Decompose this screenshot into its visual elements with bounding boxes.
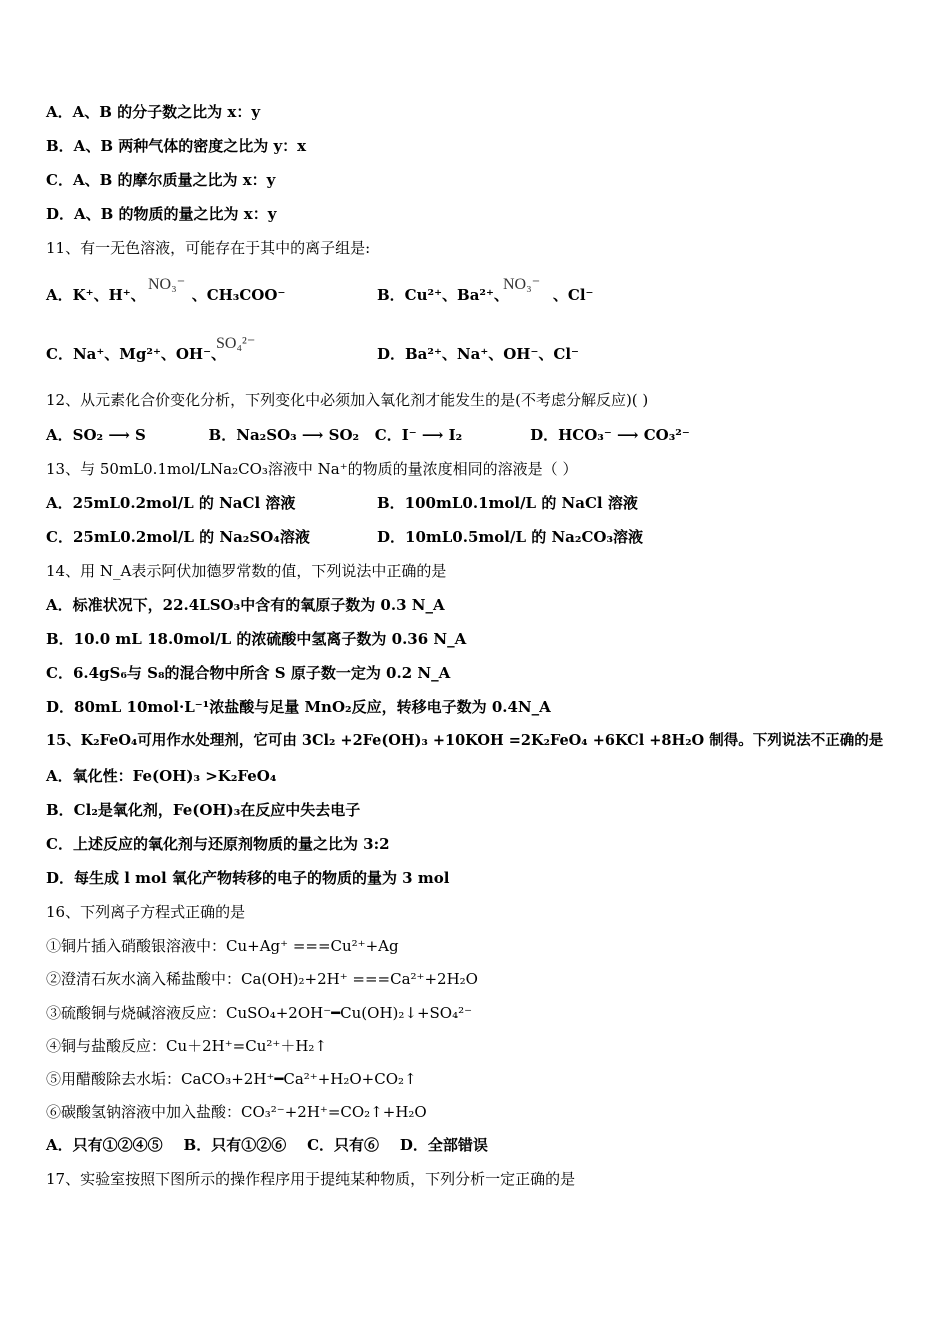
q11-a-text: A．K⁺、H⁺、	[46, 286, 146, 304]
q14-stem: 14、用 N_A表示阿伏加德罗常数的值，下列说法中正确的是	[46, 562, 447, 580]
q11-b-ion: NO₃⁻	[503, 276, 541, 293]
q10-option-b: B．A、B 两种气体的密度之比为 y：x	[46, 137, 307, 155]
q11-b-text: B．Cu²⁺、Ba²⁺、	[377, 286, 509, 304]
q11-b-text2: 、Cl⁻	[552, 286, 594, 304]
q15-option-c: C．上述反应的氧化剂与还原剂物质的量之比为 3:2	[46, 835, 390, 853]
q15-stem: 15、K₂FeO₄可用作水处理剂，它可由 3Cl₂ +2Fe(OH)₃ +10KOH =2K₂FeO₄ +6KCl +8H₂O 制得。下列说法不正确的是	[46, 732, 884, 749]
q13-stem: 13、与 50mL0.1mol/LNa₂CO₃溶液中 Na⁺的物质的量浓度相同的溶液是（ ）	[46, 460, 578, 478]
q11-option-b	[377, 285, 593, 305]
q16-item-6: ⑥碳酸氢钠溶液中加入盐酸：CO₃²⁻+2H⁺=CO₂↑+H₂O	[46, 1103, 427, 1121]
q15-option-b: B．Cl₂是氧化剂，Fe(OH)₃在反应中失去电子	[46, 801, 361, 819]
q16-stem: 16、下列离子方程式正确的是	[46, 903, 246, 921]
q16-item-2: ②澄清石灰水滴入稀盐酸中：Ca(OH)₂+2H⁺ ===Ca²⁺+2H₂O	[46, 970, 478, 988]
q11-a-text2: 、CH₃COO⁻	[191, 286, 286, 304]
q10-option-d: D．A、B 的物质的量之比为 x：y	[46, 205, 277, 223]
q12-stem: 12、从元素化合价变化分析，下列变化中必须加入氧化剂才能发生的是(不考虑分解反应)( )	[46, 391, 649, 409]
q17-stem: 17、实验室按照下图所示的操作程序用于提纯某种物质，下列分析一定正确的是	[46, 1170, 576, 1188]
q13-option-c: C．25mL0.2mol/L 的 Na₂SO₄溶液	[46, 528, 310, 546]
q13-option-a: A．25mL0.2mol/L 的 NaCl 溶液	[46, 494, 296, 512]
q14-option-b: B．10.0 mL 18.0mol/L 的浓硫酸中氢离子数为 0.36 N_A	[46, 630, 467, 648]
q11-option-c: C．Na⁺、Mg²⁺、OH⁻、	[46, 345, 227, 363]
q14-option-d: D．80mL 10mol·L⁻¹浓盐酸与足量 MnO₂反应，转移电子数为 0.4N_A	[46, 698, 551, 716]
q16-item-3: ③硫酸铜与烧碱溶液反应：CuSO₄+2OH⁻━Cu(OH)₂↓+SO₄²⁻	[46, 1004, 473, 1022]
q14-option-a: A．标准状况下，22.4LSO₃中含有的氧原子数为 0.3 N_A	[46, 596, 445, 614]
q10-option-a: A．A、B 的分子数之比为 x：y	[46, 103, 261, 121]
q10-option-c: C．A、B 的摩尔质量之比为 x：y	[46, 171, 276, 189]
q16-item-4: ④铜与盐酸反应：Cu＋2H⁺=Cu²⁺＋H₂↑	[46, 1037, 327, 1055]
q16-item-1: ①铜片插入硝酸银溶液中：Cu+Ag⁺ ===Cu²⁺+Ag	[46, 937, 399, 955]
q12-options: A．SO₂ ⟶ S B．Na₂SO₃ ⟶ SO₂ C．I⁻ ⟶ I₂ D．HCO₃⁻ ⟶ CO₃²⁻	[46, 426, 690, 444]
q14-option-c: C．6.4gS₆与 S₈的混合物中所含 S 原子数一定为 0.2 N_A	[46, 664, 451, 682]
q13-option-b: B．100mL0.1mol/L 的 NaCl 溶液	[377, 494, 638, 512]
q11-a-ion: NO₃⁻	[148, 276, 186, 293]
q15-option-d: D．每生成 l mol 氧化产物转移的电子的物质的量为 3 mol	[46, 869, 450, 887]
q13-option-d: D．10mL0.5mol/L 的 Na₂CO₃溶液	[377, 528, 644, 546]
q11-c-ion: SO₄²⁻	[216, 335, 256, 352]
q11-option-d: D．Ba²⁺、Na⁺、OH⁻、Cl⁻	[377, 345, 579, 363]
q15-option-a: A．氧化性：Fe(OH)₃ >K₂FeO₄	[46, 767, 277, 785]
q16-options: A．只有①②④⑤ B．只有①②⑥ C．只有⑥ D．全部错误	[46, 1136, 488, 1154]
q11-stem: 11、有一无色溶液，可能存在于其中的离子组是:	[46, 239, 371, 257]
q16-item-5: ⑤用醋酸除去水垢：CaCO₃+2H⁺━Ca²⁺+H₂O+CO₂↑	[46, 1070, 417, 1088]
